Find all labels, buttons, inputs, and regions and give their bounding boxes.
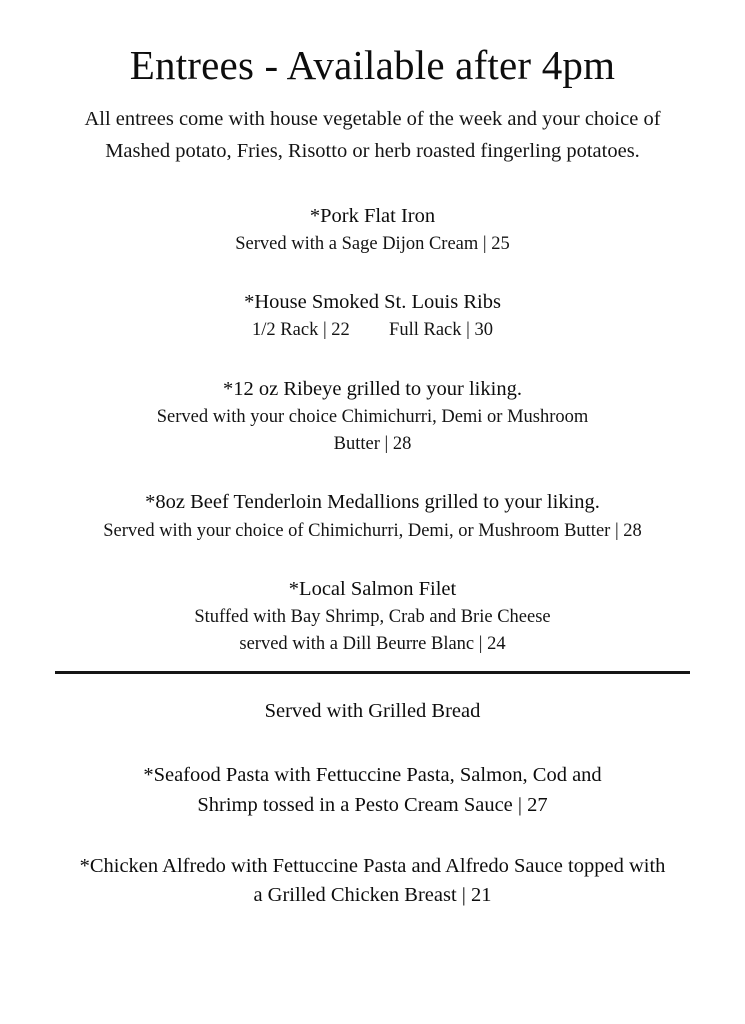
menu-item-description-line: Served with your choice of Chimichurri, Demi, or Mushroom Butter | 28 <box>103 520 642 541</box>
menu-item-name <box>18 761 727 819</box>
menu-item-description <box>18 518 727 545</box>
menu-subtitle-line-1: All entrees come with house vegetable of the week and your choice of <box>84 108 661 131</box>
menu-subtitle-line-2: Mashed potato, Fries, Risotto or herb roasted fingerling potatoes. <box>105 139 640 162</box>
menu-item-description <box>18 604 727 659</box>
menu-item-name: *House Smoked St. Louis Ribs <box>244 291 501 314</box>
menu-item-chicken-alfredo <box>18 852 727 910</box>
menu-item-name-line: *Chicken Alfredo with Fettuccine Pasta and Alfredo Sauce topped with <box>79 854 666 877</box>
menu-item-description-line: Butter | 28 <box>333 434 412 455</box>
menu-item-description-line: served with a Dill Beurre Blanc | 24 <box>239 634 506 655</box>
menu-item-name: *Local Salmon Filet <box>288 577 457 600</box>
section-note: Served with Grilled Bread <box>264 699 481 722</box>
menu-item-pork-flat-iron <box>18 202 727 258</box>
pasta-list <box>18 761 727 909</box>
menu-item-name: *Pork Flat Iron <box>309 204 436 227</box>
menu-item-description-line: Stuffed with Bay Shrimp, Crab and Brie Cheese <box>194 607 551 628</box>
menu-item-description-line: Served with your choice Chimichurri, Demi or Mushroom <box>156 406 589 427</box>
menu-item-ribeye <box>18 375 727 459</box>
price-half-rack: 1/2 Rack | 22 <box>252 320 350 341</box>
menu-item-st-louis-ribs <box>18 288 727 344</box>
menu-item-price-row <box>18 317 727 344</box>
menu-item-local-salmon-filet <box>18 575 727 659</box>
page-title: Entrees - Available after 4pm <box>129 42 616 88</box>
menu-item-description-line: Served with a Sage Dijon Cream | 25 <box>235 233 510 254</box>
price-row-wrapper <box>18 317 727 344</box>
menu-item-beef-tenderloin-medallions <box>18 488 727 544</box>
menu-item-description <box>18 231 727 258</box>
entree-list <box>18 202 727 659</box>
menu-item-description <box>18 404 727 459</box>
menu-item-name: *8oz Beef Tenderloin Medallions grilled to your liking. <box>145 491 600 514</box>
menu-item-name <box>18 852 727 910</box>
menu-item-name-line: Shrimp tossed in a Pesto Cream Sauce | 27 <box>197 793 548 816</box>
menu-item-name-line: a Grilled Chicken Breast | 21 <box>253 883 492 906</box>
menu-item-seafood-pasta <box>18 761 727 819</box>
price-full-rack: Full Rack | 30 <box>389 320 493 341</box>
menu-item-name: *12 oz Ribeye grilled to your liking. <box>223 377 522 400</box>
menu-subtitle <box>18 88 727 168</box>
menu-item-name-line: *Seafood Pasta with Fettuccine Pasta, Salmon, Cod and <box>143 764 602 787</box>
